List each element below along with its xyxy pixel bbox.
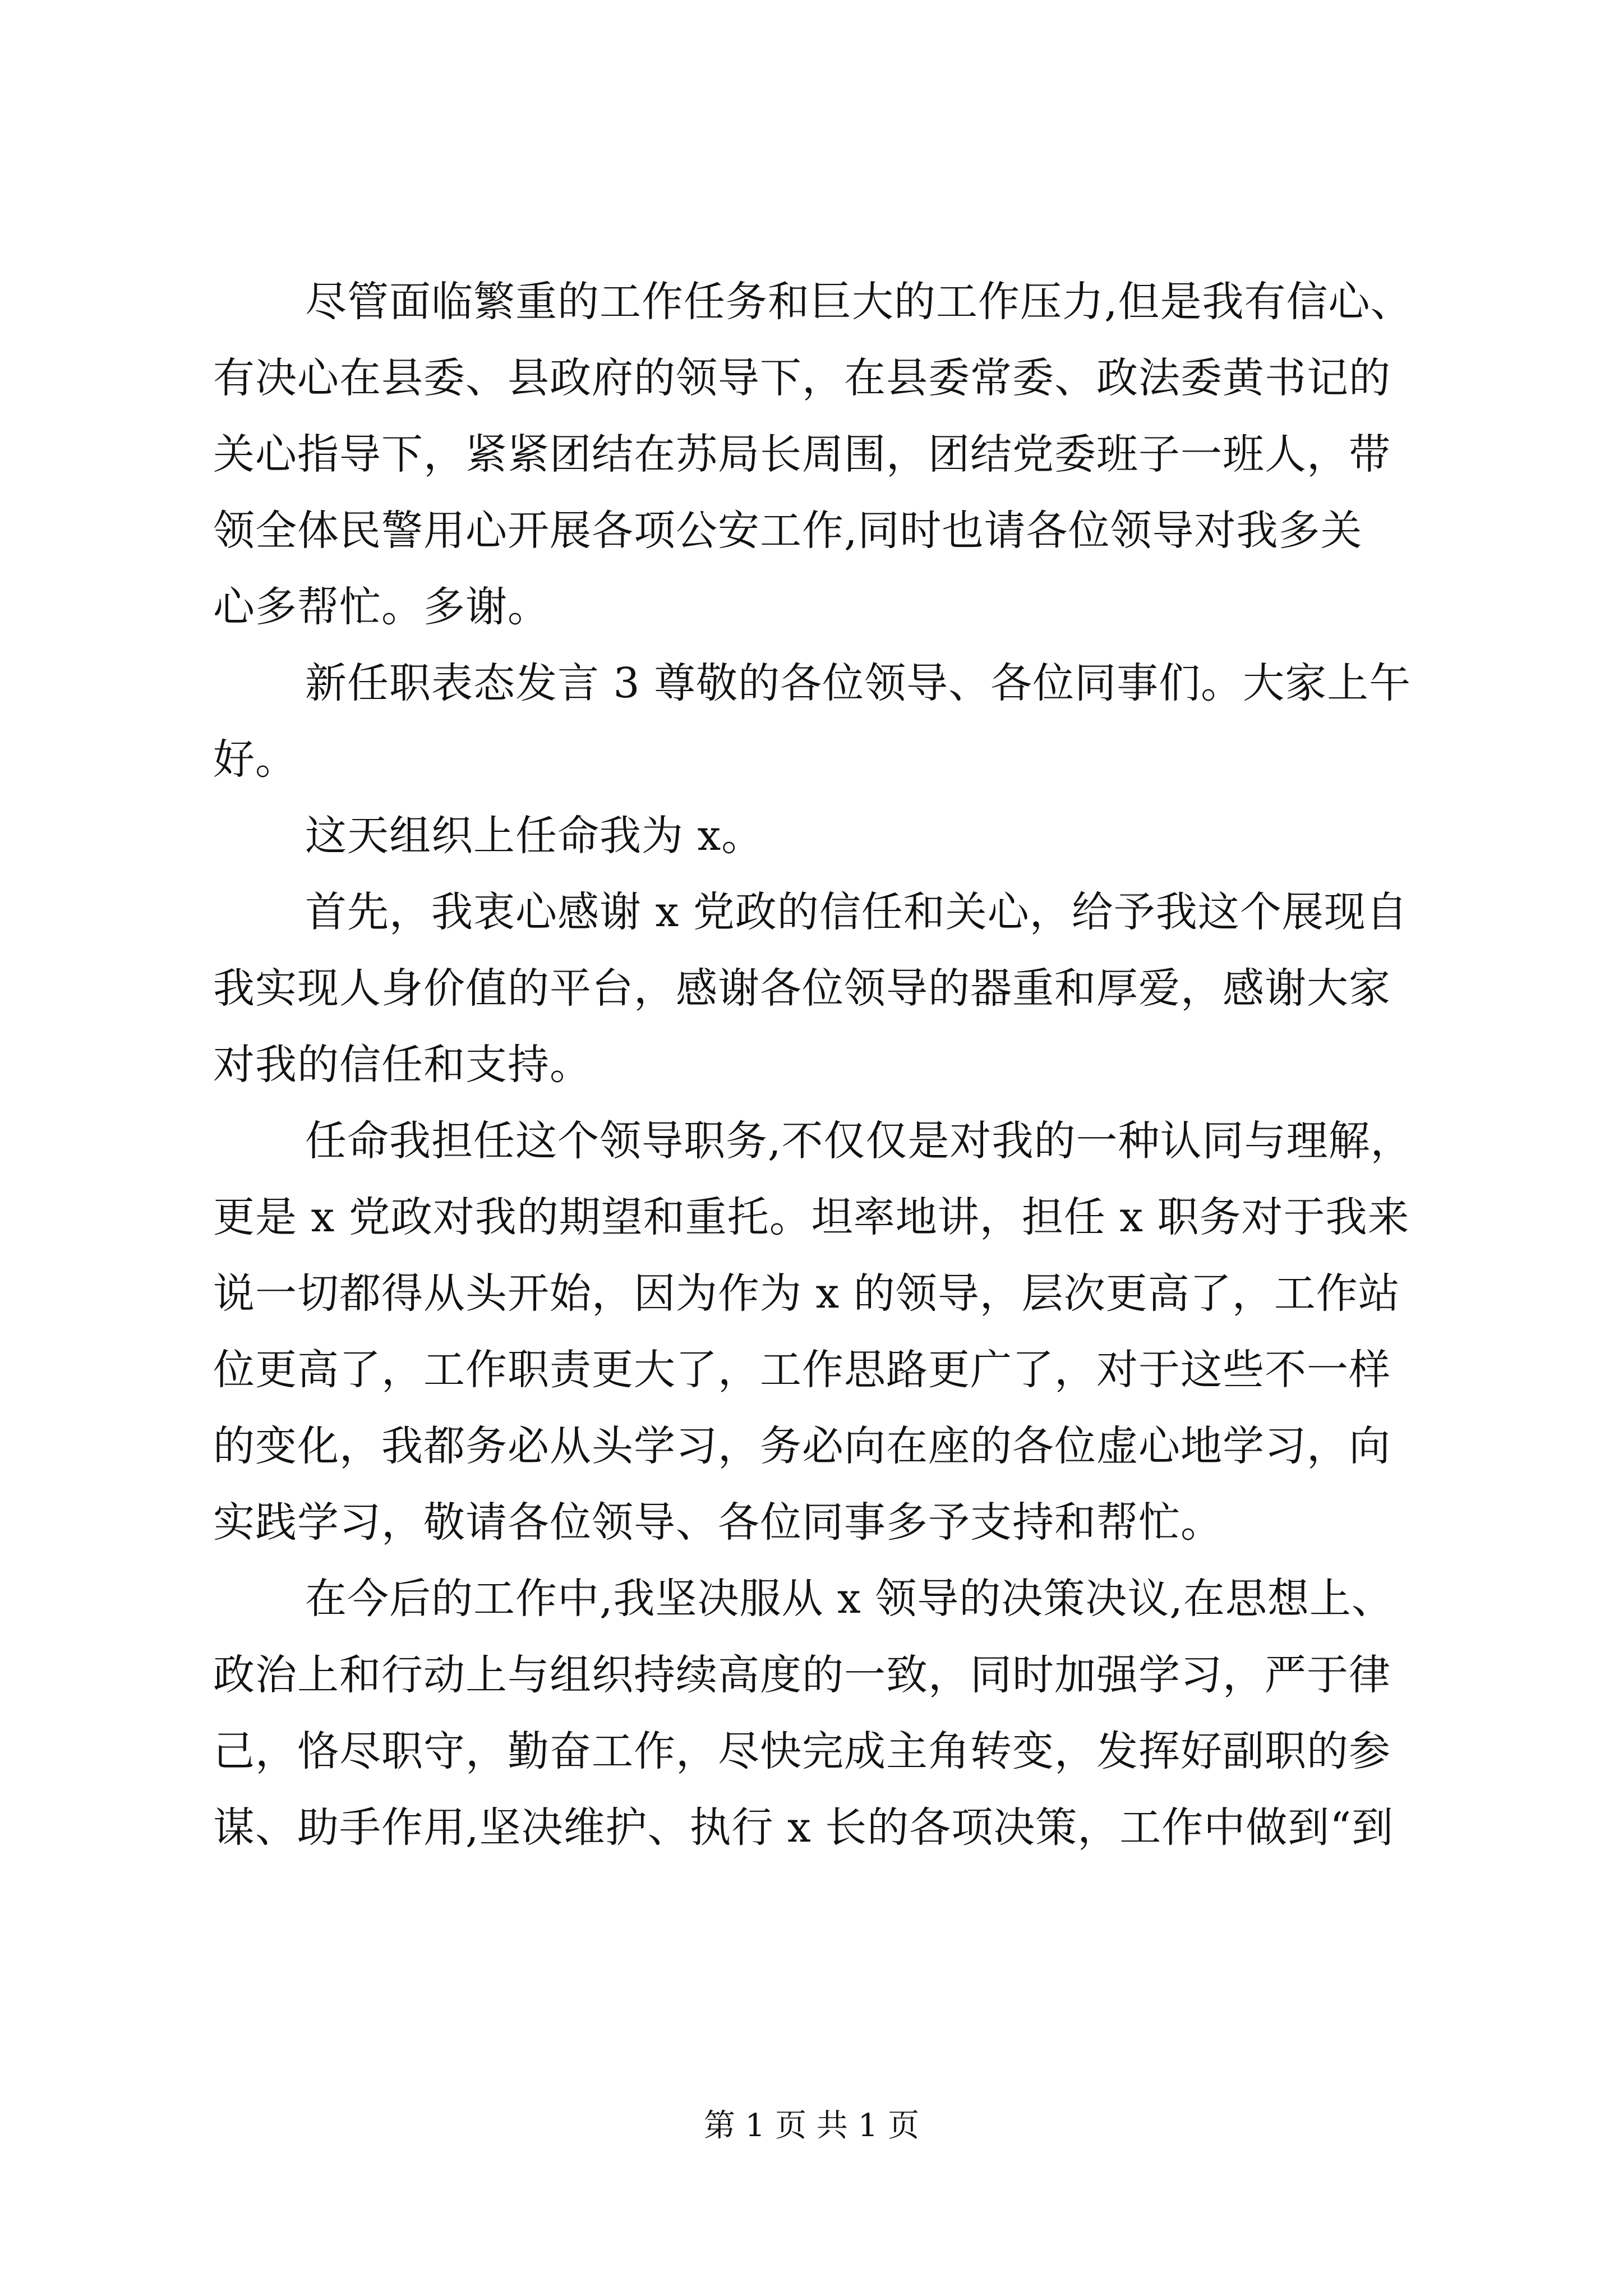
text-line-18: 在今后的工作中,我坚决服从 x 领导的决策决议,在思想上、 (305, 1575, 1394, 1623)
text-line-10: 我实现人身价值的平台，感谢各位领导的器重和厚爱，感谢大家 (213, 964, 1391, 1013)
text-line-14: 说一切都得从头开始，因为作为 x 的领导，层次更高了，工作站 (213, 1269, 1400, 1318)
text-line-19: 政治上和行动上与组织持续高度的一致，同时加强学习，严于律 (213, 1651, 1391, 1699)
text-line-6: 新任职表态发言 3 尊敬的各位领导、各位同事们。大家上午 (305, 659, 1412, 707)
text-line-9: 首先，我衷心感谢 x 党政的信任和关心，给予我这个展现自 (305, 888, 1408, 936)
text-line-20: 己，恪尽职守，勤奋工作，尽快完成主角转变，发挥好副职的参 (213, 1727, 1391, 1775)
page-footer: 第 1 页 共 1 页 (703, 2108, 920, 2144)
text-line-1: 尽管面临繁重的工作任务和巨大的工作压力,但是我有信心、 (305, 278, 1413, 326)
text-line-13: 更是 x 党政对我的期望和重托。坦率地讲，担任 x 职务对于我来 (213, 1193, 1410, 1241)
text-line-5: 心多帮忙。多谢。 (213, 583, 550, 631)
text-line-4: 领全体民警用心开展各项公安工作,同时也请各位领导对我多关 (213, 507, 1363, 555)
text-line-17: 实践学习，敬请各位领导、各位同事多予支持和帮忙。 (213, 1498, 1223, 1547)
text-line-16: 的变化，我都务必从头学习，务必向在座的各位虚心地学习，向 (213, 1422, 1391, 1470)
text-line-21: 谋、助手作用,坚决维护、执行 x 长的各项决策，工作中做到“到 (213, 1803, 1394, 1852)
text-line-2: 有决心在县委、县政府的领导下，在县委常委、政法委黄书记的 (213, 354, 1391, 402)
text-line-7: 好。 (213, 735, 297, 784)
document-body (213, 264, 1436, 1866)
text-line-15: 位更高了，工作职责更大了，工作思路更广了，对于这些不一样 (213, 1346, 1391, 1394)
text-line-3: 关心指导下，紧紧团结在苏局长周围，团结党委班子一班人，带 (213, 430, 1391, 478)
text-line-12: 任命我担任这个领导职务,不仅仅是对我的一种认同与理解， (305, 1117, 1413, 1165)
text-line-11: 对我的信任和支持。 (213, 1041, 592, 1089)
text-line-8: 这天组织上任命我为 x。 (305, 812, 764, 860)
